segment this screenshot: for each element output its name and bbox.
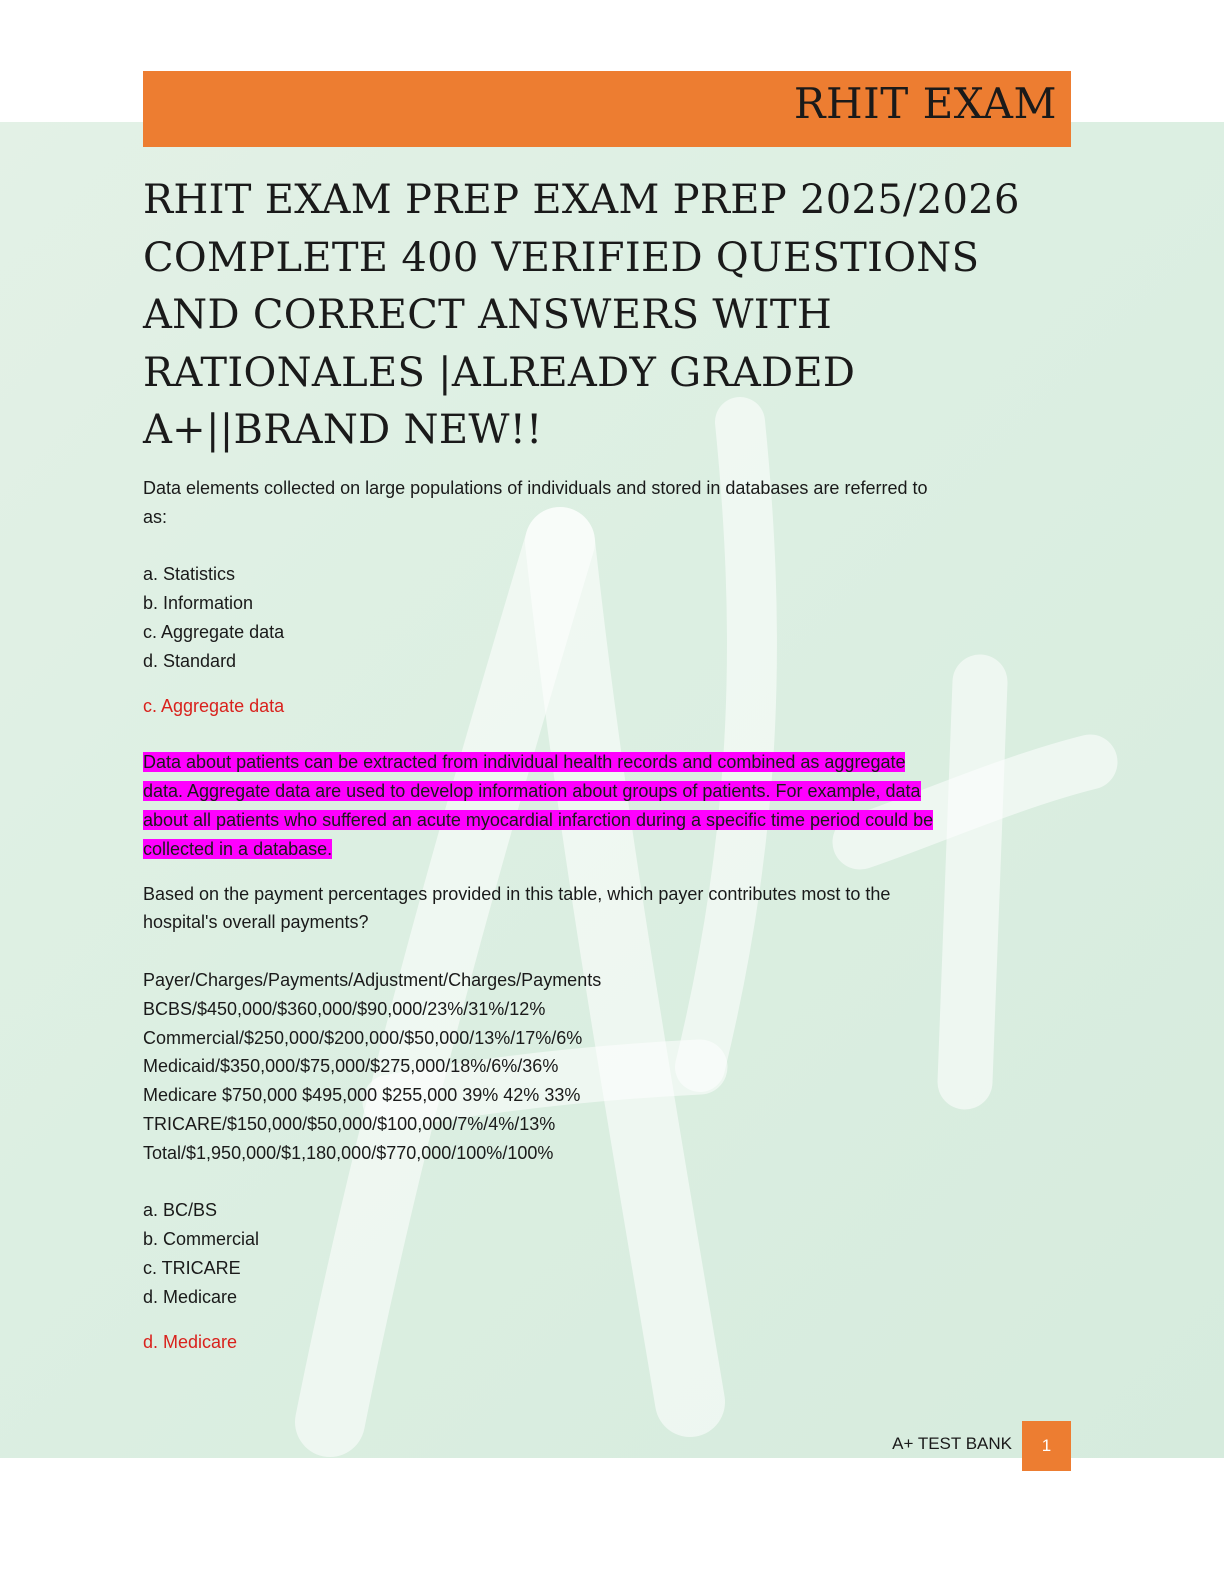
table-row: TRICARE/$150,000/$50,000/$100,000/7%/4%/13%	[143, 1113, 556, 1134]
rationale-line: collected in a database.	[143, 838, 333, 859]
question-stem-line: hospital's overall payments?	[143, 912, 369, 933]
option-d: d. Medicare	[143, 1286, 238, 1307]
correct-answer: c. Aggregate data	[143, 695, 285, 716]
option-b: b. Information	[143, 593, 254, 614]
title-line: AND CORRECT ANSWERS WITH	[143, 292, 833, 338]
table-header-row: Payer/Charges/Payments/Adjustment/Charges/Payments	[143, 969, 602, 990]
document-title	[143, 172, 1083, 460]
question-stem-line: Based on the payment percentages provided in this table, which payer contributes most to the	[143, 883, 891, 904]
title-line: RHIT EXAM PREP EXAM PREP 2025/2026	[143, 177, 1020, 223]
table-row: Commercial/$250,000/$200,000/$50,000/13%/17%/6%	[143, 1027, 583, 1048]
header-title: RHIT EXAM	[793, 79, 1057, 128]
question-stem	[143, 880, 1073, 938]
title-line: A+||BRAND NEW!!	[143, 407, 543, 453]
table-row: Medicaid/$350,000/$75,000/$275,000/18%/6%/36%	[143, 1056, 559, 1077]
option-a: a. Statistics	[143, 564, 236, 585]
header-banner	[143, 71, 1071, 147]
option-b: b. Commercial	[143, 1229, 260, 1250]
table-row: Medicare $750,000 $495,000 $255,000 39% 42% 33%	[143, 1085, 581, 1106]
document-body	[143, 474, 1073, 1356]
question-stem-line: Data elements collected on large populations of individuals and stored in databases are referred to	[143, 478, 928, 498]
table-row: BCBS/$450,000/$360,000/$90,000/23%/31%/12%	[143, 998, 546, 1019]
page-number: 1	[1022, 1421, 1071, 1471]
option-c: c. TRICARE	[143, 1257, 241, 1278]
rationale-line: about all patients who suffered an acute myocardial infarction during a specific time period could be	[143, 809, 934, 830]
question-stem	[143, 474, 1073, 532]
table-row: Total/$1,950,000/$1,180,000/$770,000/100%/100%	[143, 1142, 554, 1163]
correct-answer: d. Medicare	[143, 1331, 238, 1352]
footer-label: A+ TEST BANK	[892, 1434, 1012, 1453]
question-1	[143, 474, 1073, 864]
option-a: a. BC/BS	[143, 1200, 218, 1221]
question-stem-line: as:	[143, 506, 168, 527]
rationale	[143, 748, 1073, 863]
payer-table	[143, 966, 1073, 1168]
option-c: c. Aggregate data	[143, 621, 285, 642]
option-d: d. Standard	[143, 650, 237, 671]
title-line: COMPLETE 400 VERIFIED QUESTIONS	[143, 234, 980, 281]
rationale-line: Data about patients can be extracted from individual health records and combined as aggregate	[143, 752, 906, 773]
title-line: RATIONALES |ALREADY GRADED	[143, 349, 856, 396]
question-2	[143, 880, 1073, 1357]
rationale-line: data. Aggregate data are used to develop information about groups of patients. For example, data	[143, 781, 921, 802]
